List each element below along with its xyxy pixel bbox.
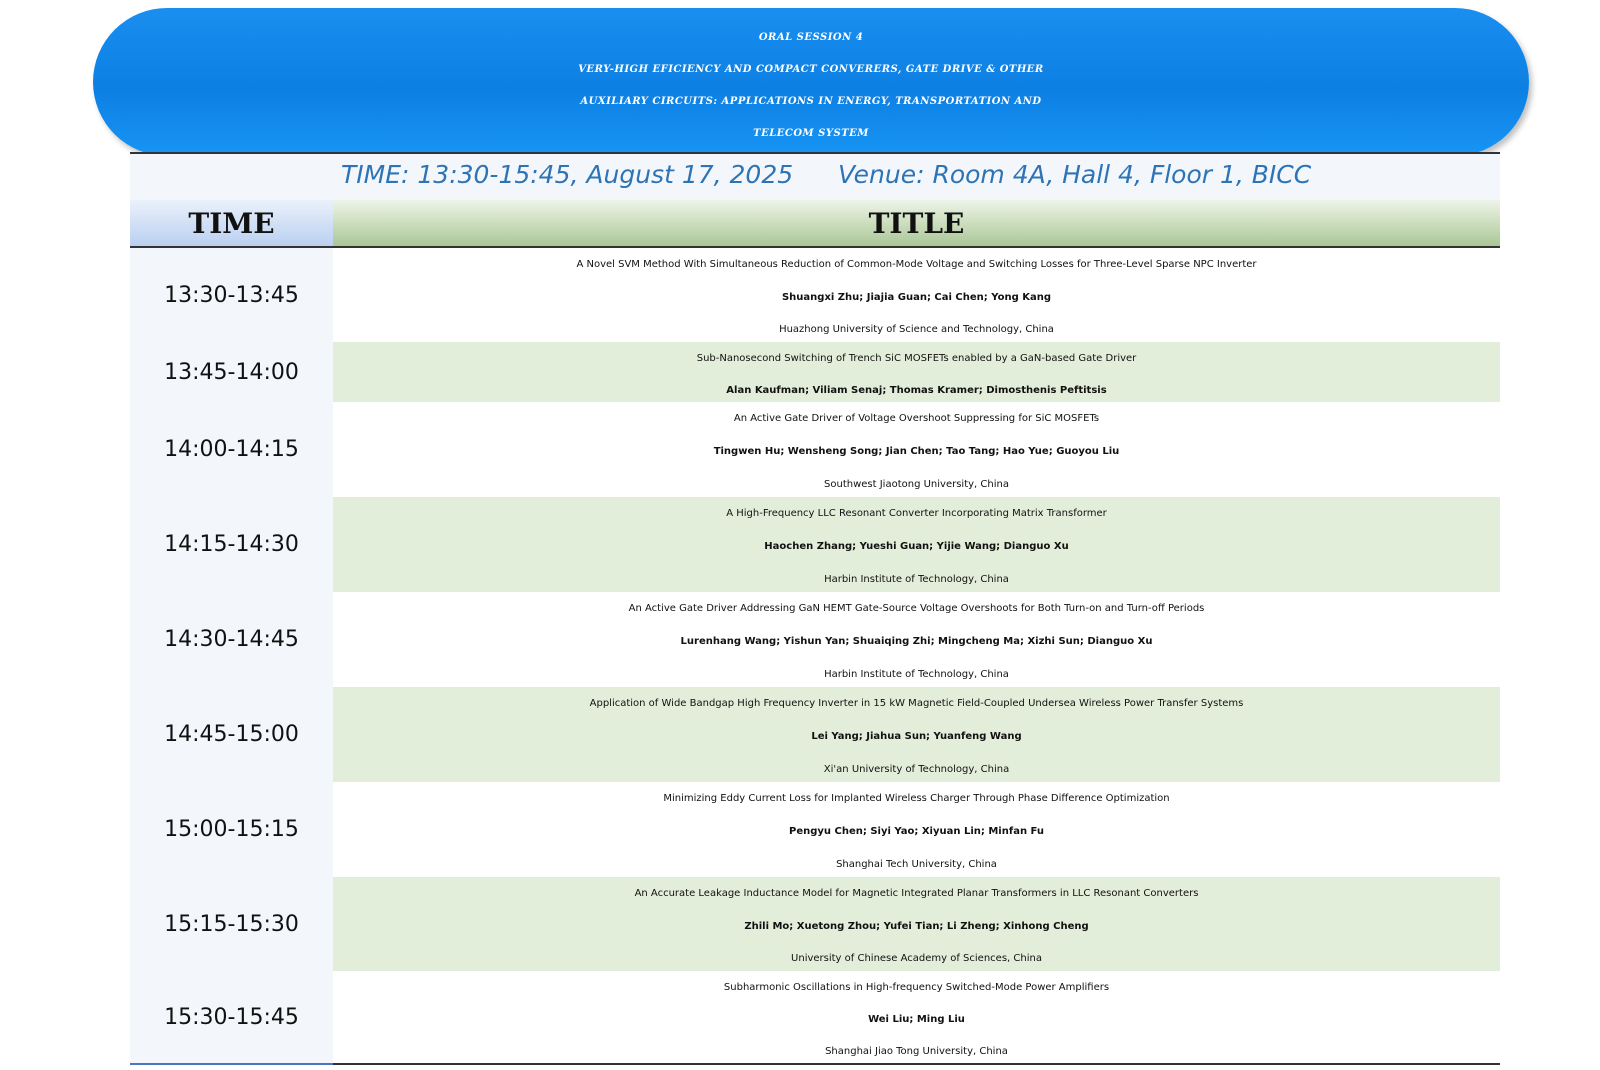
row-time: 15:30-15:45 [130, 971, 333, 1063]
session-venue: Venue: Room 4A, Hall 4, Floor 1, BICC [838, 160, 1312, 189]
row-paper [333, 497, 1500, 592]
table-row [130, 687, 1500, 782]
column-header-title: TITLE [333, 200, 1500, 247]
row-time: 15:00-15:15 [130, 782, 333, 877]
row-paper [333, 248, 1500, 342]
row-time: 14:15-14:30 [130, 497, 333, 592]
column-header-time: TIME [130, 200, 333, 247]
table-row [130, 877, 1500, 971]
paper-title: A Novel SVM Method With Simultaneous Reduction of Common-Mode Voltage and Switching Losses for Three-Level Sparse NPC Inverter [576, 259, 1257, 270]
session-title-line-3: TELECOM SYSTEM [753, 128, 869, 139]
row-paper [333, 402, 1500, 497]
paper-affiliation: Harbin Institute of Technology, China [824, 574, 1009, 585]
table-row [130, 248, 1500, 342]
session-banner [93, 8, 1529, 156]
session-time: TIME: 13:30-15:45, August 17, 2025 [341, 160, 794, 189]
row-paper [333, 971, 1500, 1063]
row-paper [333, 342, 1500, 402]
paper-title: Subharmonic Oscillations in High-frequency Switched-Mode Power Amplifiers [723, 982, 1110, 993]
paper-authors: Wei Liu; Ming Liu [868, 1014, 965, 1025]
paper-authors: Lei Yang; Jiahua Sun; Yuanfeng Wang [811, 731, 1022, 742]
table-bottom-border [130, 1063, 1500, 1065]
paper-authors: Zhili Mo; Xuetong Zhou; Yufei Tian; Li Zheng; Xinhong Cheng [744, 921, 1089, 932]
row-paper [333, 877, 1500, 971]
paper-affiliation: Shanghai Jiao Tong University, China [825, 1046, 1008, 1057]
row-paper [333, 592, 1500, 687]
session-info-bar [130, 152, 1500, 202]
table-row [130, 971, 1500, 1063]
session-title-line-1: VERY-HIGH EFICIENCY AND COMPACT CONVERERS, GATE DRIVE & OTHER [578, 64, 1044, 75]
paper-authors: Alan Kaufman; Viliam Senaj; Thomas Kramer; Dimosthenis Peftitsis [726, 385, 1107, 396]
row-time: 14:00-14:15 [130, 402, 333, 497]
table-row [130, 782, 1500, 877]
row-time: 13:30-13:45 [130, 248, 333, 342]
paper-authors: Tingwen Hu; Wensheng Song; Jian Chen; Tao Tang; Hao Yue; Guoyou Liu [713, 446, 1120, 457]
session-number: ORAL SESSION 4 [758, 32, 864, 43]
table-row [130, 592, 1500, 687]
paper-authors: Shuangxi Zhu; Jiajia Guan; Cai Chen; Yong Kang [781, 292, 1051, 303]
paper-affiliation: University of Chinese Academy of Sciences, China [791, 953, 1042, 964]
row-paper [333, 782, 1500, 877]
table-row [130, 342, 1500, 402]
row-time: 14:45-15:00 [130, 687, 333, 782]
paper-title: Minimizing Eddy Current Loss for Implanted Wireless Charger Through Phase Difference Optimization [663, 793, 1170, 804]
paper-title: An Active Gate Driver Addressing GaN HEMT Gate-Source Voltage Overshoots for Both Turn-on and Turn-off Periods [628, 603, 1205, 614]
table-row [130, 402, 1500, 497]
paper-affiliation: Huazhong University of Science and Technology, China [779, 324, 1054, 335]
paper-affiliation: Harbin Institute of Technology, China [824, 669, 1009, 680]
paper-affiliation: Southwest Jiaotong University, China [824, 479, 1009, 490]
paper-affiliation: Shanghai Tech University, China [836, 859, 997, 870]
session-title-line-2: AUXILIARY CIRCUITS: APPLICATIONS IN ENERGY, TRANSPORTATION AND [580, 96, 1042, 107]
paper-authors: Haochen Zhang; Yueshi Guan; Yijie Wang; Dianguo Xu [764, 541, 1069, 552]
paper-title: Application of Wide Bandgap High Frequency Inverter in 15 kW Magnetic Field-Coupled Undersea Wireless Power Transfer Systems [589, 698, 1244, 709]
paper-title: Sub-Nanosecond Switching of Trench SiC MOSFETs enabled by a GaN-based Gate Driver [696, 353, 1137, 364]
paper-title: An Active Gate Driver of Voltage Overshoot Suppressing for SiC MOSFETs [733, 413, 1100, 424]
table-row [130, 497, 1500, 592]
paper-title: An Accurate Leakage Inductance Model for Magnetic Integrated Planar Transformers in LLC Resonant Converters [634, 888, 1199, 899]
paper-authors: Pengyu Chen; Siyi Yao; Xiyuan Lin; Minfan Fu [789, 826, 1044, 837]
row-time: 13:45-14:00 [130, 342, 333, 402]
row-time: 15:15-15:30 [130, 877, 333, 971]
table-bottom-border-accent [130, 1063, 333, 1065]
paper-affiliation: Xi'an University of Technology, China [823, 764, 1010, 775]
row-time: 14:30-14:45 [130, 592, 333, 687]
row-paper [333, 687, 1500, 782]
paper-authors: Lurenhang Wang; Yishun Yan; Shuaiqing Zhi; Mingcheng Ma; Xizhi Sun; Dianguo Xu [680, 636, 1153, 647]
paper-title: A High-Frequency LLC Resonant Converter Incorporating Matrix Transformer [726, 508, 1107, 519]
